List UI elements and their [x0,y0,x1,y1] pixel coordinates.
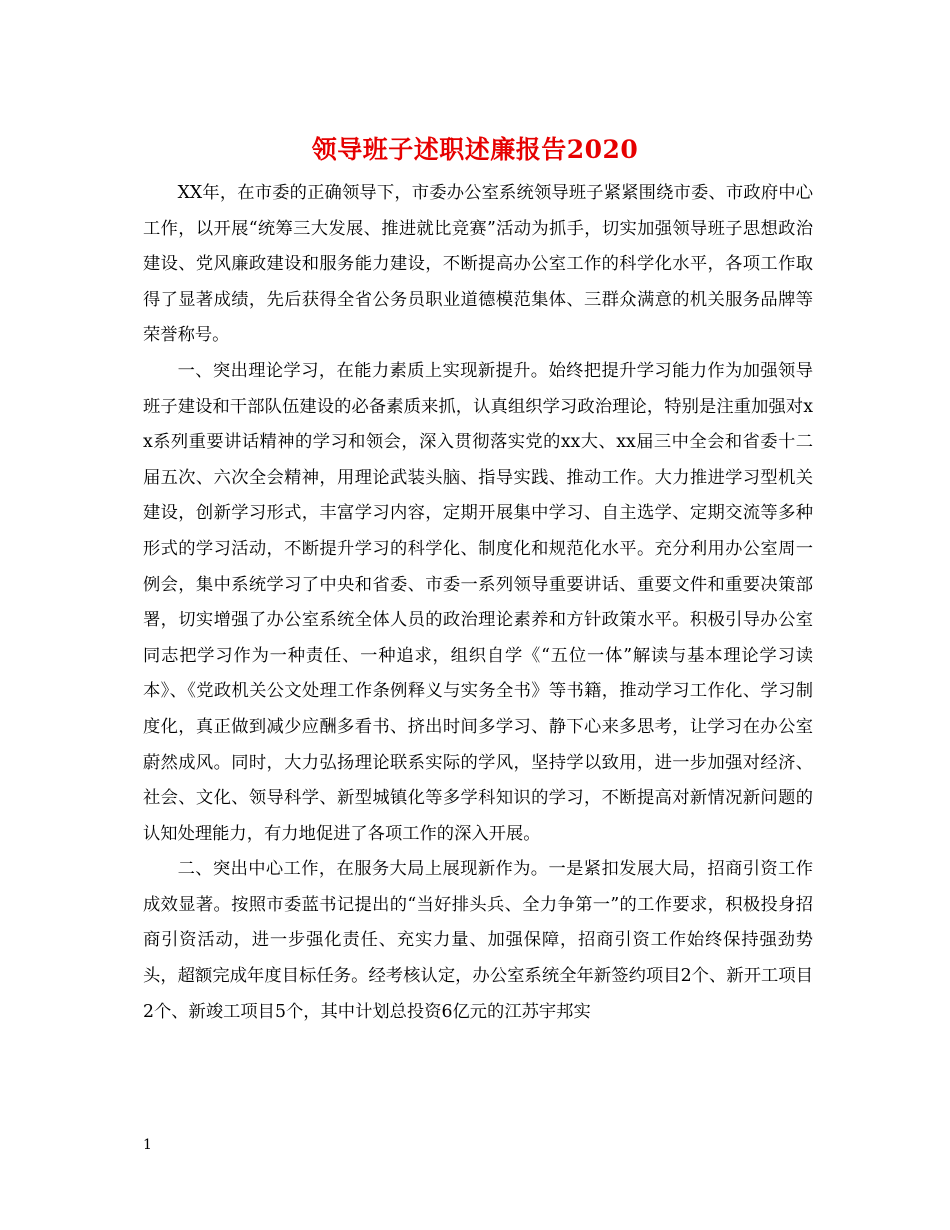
page-number: 1 [143,1137,152,1153]
paragraph-section-1: 一、突出理论学习，在能力素质上实现新提升。始终把提升学习能力作为加强领导班子建设和干部队伍建设的必备素质来抓，认真组织学习政治理论，特别是注重加强对xx系列重要讲话精神的学习和领会，深入贯彻落实党的xx大、xx届三中全会和省委十二届五次、六次全会精神，用理论武装头脑、指导实践、推动工作。大力推进学习型机关建设，创新学习形式，丰富学习内容，定期开展集中学习、自主选学、定期交流等多种形式的学习活动，不断提升学习的科学化、制度化和规范化水平。充分利用办公室周一例会，集中系统学习了中央和省委、市委一系列领导重要讲话、重要文件和重要决策部署，切实增强了办公室系统全体人员的政治理论素养和方针政策水平。积极引导办公室同志把学习作为一种责任、一种追求，组织自学《“五位一体”解读与基本理论学习读本》、《党政机关公文处理工作条例释义与实务全书》等书籍，推动学习工作化、学习制度化，真正做到减少应酬多看书、挤出时间多学习、静下心来多思考，让学习在办公室蔚然成风。同时，大力弘扬理论联系实际的学风，坚持学以致用，进一步加强对经济、社会、文化、领导科学、新型城镇化等多学科知识的学习，不断提高对新情况新问题的认知处理能力，有力地促进了各项工作的深入开展。 [143,360,813,844]
paragraph-section-2: 二、突出中心工作，在服务大局上展现新作为。一是紧扣发展大局，招商引资工作成效显著。按照市委蓝书记提出的“当好排头兵、全力争第一”的工作要求，积极投身招商引资活动，进一步强化责任、充实力量、加强保障，招商引资工作始终保持强劲势头，超额完成年度目标任务。经考核认定，办公室系统全年新签约项目2个、新开工项目2个、新竣工项目5个，其中计划总投资6亿元的江苏宇邦实 [143,859,813,1022]
document-title: 领导班子述职述廉报告2020 [311,135,639,164]
document-body [143,176,813,1030]
paragraph-intro: XX年，在市委的正确领导下，市委办公室系统领导班子紧紧围绕市委、市政府中心工作，以开展“统筹三大发展、推进就比竞赛”活动为抓手，切实加强领导班子思想政治建设、党风廉政建设和服务能力建设，不断提高办公室工作的科学化水平，各项工作取得了显著成绩，先后获得全省公务员职业道德模范集体、三群众满意的机关服务品牌等荣誉称号。 [143,183,813,346]
